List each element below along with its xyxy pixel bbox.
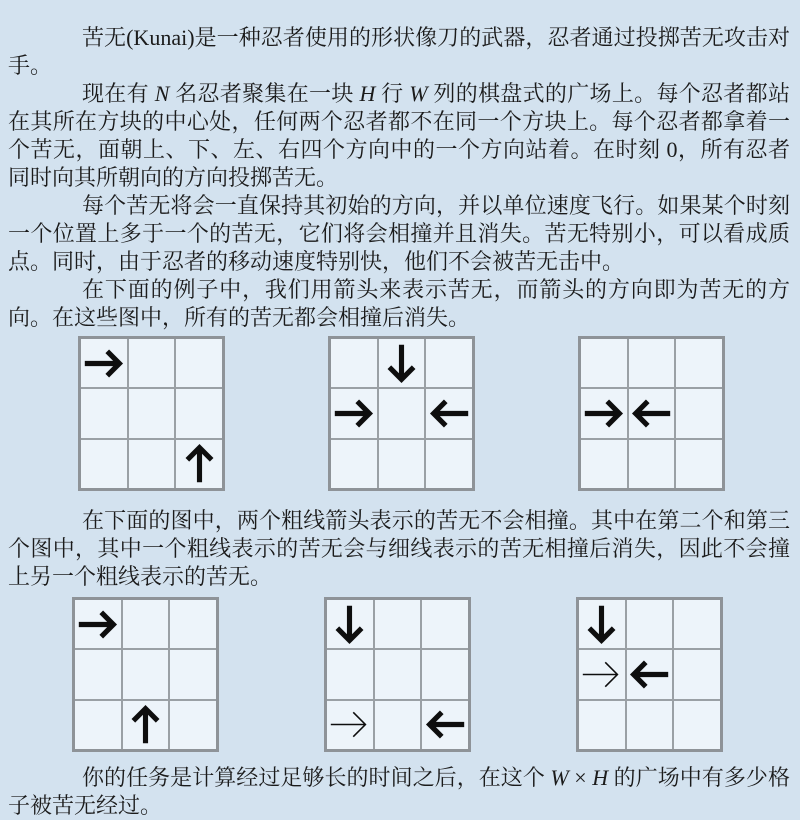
paragraph-setup — [8, 80, 790, 192]
text-segment: 每个苦无将会一直保持其初始的方向，并以单位速度飞行。如果某个时刻一个位置上多于一个的苦无，它们将会相撞并且消失。苦无特别小，可以看成质点。同时，由于忍者的移动速度特别快，他们不会被苦无击中。 — [8, 193, 790, 274]
grid-cell — [331, 389, 377, 437]
grid-cell — [75, 701, 121, 749]
var-N: N — [154, 81, 170, 106]
grid-cell — [176, 440, 222, 488]
example-grid-1 — [78, 336, 225, 491]
var-H: H — [592, 765, 609, 790]
var-W: W — [409, 81, 428, 106]
example-grid-3 — [578, 336, 725, 491]
grid-cell — [629, 339, 675, 387]
text-segment: 现在有 — [82, 81, 155, 106]
grid-cell — [426, 440, 472, 488]
text-segment: 你的任务是计算经过足够长的时间之后，在这个 — [82, 765, 551, 790]
grid-cell — [579, 600, 625, 648]
grid-cell — [331, 440, 377, 488]
figure-row-1 — [78, 336, 790, 491]
grid-cell — [75, 600, 121, 648]
grid-cell — [123, 600, 169, 648]
grid-cell — [379, 389, 425, 437]
grid-cell — [676, 440, 722, 488]
up-arrow-thick — [124, 703, 167, 746]
text-segment: 的广场中有多少格子被苦无经过。 — [8, 765, 790, 818]
grid-cell — [129, 339, 175, 387]
grid-cell — [422, 600, 468, 648]
left-arrow-thick — [628, 653, 671, 696]
figure-row-2 — [72, 597, 790, 752]
left-arrow-thick — [428, 392, 471, 435]
grid-cell — [627, 600, 673, 648]
up-arrow-thick — [178, 442, 221, 485]
grid-cell — [375, 701, 421, 749]
example-grid-5 — [324, 597, 471, 752]
text-segment: 在下面的图中，两个粗线箭头表示的苦无不会相撞。其中在第二个和第三个图中，其中一个粗线表示的苦无会与细线表示的苦无相撞后消失，因此不会撞上另一个粗线表示的苦无。 — [8, 508, 790, 589]
example-grid-4 — [72, 597, 219, 752]
grid-cell — [629, 440, 675, 488]
paragraph-example-note — [8, 276, 790, 332]
grid-cell — [75, 650, 121, 698]
grid-cell — [170, 701, 216, 749]
grid-cell — [627, 701, 673, 749]
grid-cell — [129, 389, 175, 437]
grid-cell — [123, 650, 169, 698]
grid-cell — [676, 339, 722, 387]
grid-cell — [176, 389, 222, 437]
right-arrow-thick — [332, 392, 375, 435]
text-segment: 名忍者聚集在一块 — [169, 81, 360, 106]
right-arrow-thin — [328, 703, 371, 746]
grid-cell — [627, 650, 673, 698]
grid-cell — [170, 600, 216, 648]
paragraph-task — [8, 764, 790, 820]
grid-cell — [379, 440, 425, 488]
left-arrow-thick — [424, 703, 467, 746]
grid-cell — [331, 339, 377, 387]
down-arrow-thick — [580, 603, 623, 646]
grid-cell — [375, 600, 421, 648]
grid-cell — [674, 701, 720, 749]
grid-cell — [170, 650, 216, 698]
grid-cell — [327, 600, 373, 648]
grid-cell — [327, 701, 373, 749]
paragraph-intro — [8, 24, 790, 80]
right-arrow-thin — [580, 653, 623, 696]
grid-cell — [629, 389, 675, 437]
grid-cell — [379, 339, 425, 387]
grid-cell — [327, 650, 373, 698]
text-segment: 行 — [375, 81, 410, 106]
example-grid-6 — [576, 597, 723, 752]
grid-cell — [426, 389, 472, 437]
grid-cell — [674, 650, 720, 698]
paragraph-rules — [8, 192, 790, 276]
var-H: H — [359, 81, 376, 106]
text-segment: 列的棋盘式的广场上。每个忍者都站在其所在方块的中心处，任何两个忍者都不在同一个方块上。每个忍者都拿着一个苦无，面朝上、下、左、右四个方向中的一个方向站着。在时刻 0，所有忍者同时向其所朝向的方向投掷苦无。 — [8, 81, 790, 190]
right-arrow-thick — [82, 342, 125, 385]
grid-cell — [579, 701, 625, 749]
grid-cell — [375, 650, 421, 698]
right-arrow-thick — [582, 392, 625, 435]
grid-cell — [674, 600, 720, 648]
paragraph-no-collision-note — [8, 507, 790, 591]
down-arrow-thick — [328, 603, 371, 646]
example-grid-2 — [328, 336, 475, 491]
var-W: W — [550, 765, 569, 790]
right-arrow-thick — [76, 603, 119, 646]
grid-cell — [81, 339, 127, 387]
grid-cell — [176, 339, 222, 387]
left-arrow-thick — [630, 392, 673, 435]
grid-cell — [129, 440, 175, 488]
grid-cell — [579, 650, 625, 698]
text-segment: 在下面的例子中，我们用箭头来表示苦无，而箭头的方向即为苦无的方向。在这些图中，所有的苦无都会相撞后消失。 — [8, 277, 790, 330]
grid-cell — [676, 389, 722, 437]
grid-cell — [81, 440, 127, 488]
down-arrow-thick — [380, 342, 423, 385]
grid-cell — [581, 440, 627, 488]
grid-cell — [422, 701, 468, 749]
grid-cell — [422, 650, 468, 698]
times-sign: × — [568, 765, 593, 790]
grid-cell — [81, 389, 127, 437]
grid-cell — [581, 389, 627, 437]
text-segment: 苦无(Kunai)是一种忍者使用的形状像刀的武器，忍者通过投掷苦无攻击对手。 — [8, 25, 790, 78]
grid-cell — [426, 339, 472, 387]
grid-cell — [581, 339, 627, 387]
grid-cell — [123, 701, 169, 749]
